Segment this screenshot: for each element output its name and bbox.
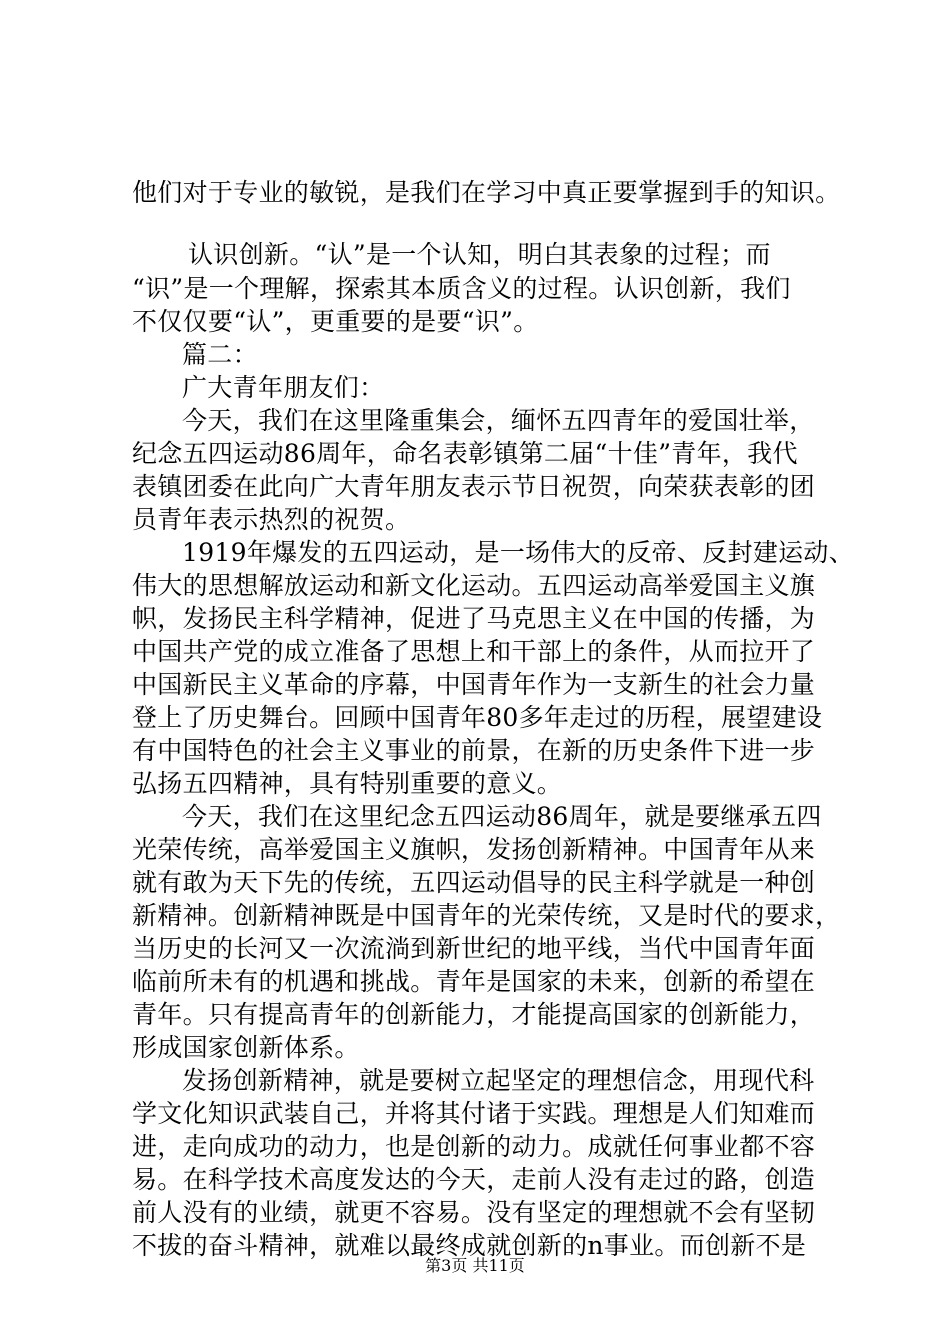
section-heading: 篇二：: [182, 340, 258, 369]
text-line: 员青年表示热烈的祝贺。: [132, 505, 411, 534]
text-line: 中国新民主义革命的序幕，中国青年作为一支新生的社会力量: [132, 670, 816, 699]
text-line: 今天，我们在这里纪念五四运动86周年，就是要继承五四: [182, 802, 822, 831]
text-line: 就有敢为天下先的传统，五四运动倡导的民主科学就是一种创: [132, 868, 816, 897]
text-line: 发扬创新精神，就是要树立起坚定的理想信念，用现代科: [182, 1066, 815, 1095]
text-line: “识”是一个理解，探索其本质含义的过程。认识创新，我们: [132, 274, 791, 303]
text-line: 认识创新。“认”是一个认知，明白其表象的过程；而: [188, 240, 771, 269]
text-line: 易。在科学技术高度发达的今天，走前人没有走过的路，创造: [132, 1165, 816, 1194]
text-line: 新精神。创新精神既是中国青年的光荣传统，又是时代的要求，: [132, 901, 841, 930]
text-line: 光荣传统，高举爱国主义旗帜，发扬创新精神。中国青年从来: [132, 835, 816, 864]
text-line: 中国共产党的成立准备了思想上和干部上的条件，从而拉开了: [132, 637, 816, 666]
salutation: 广大青年朋友们：: [182, 373, 385, 402]
text-line: 当历史的长河又一次流淌到新世纪的地平线，当代中国青年面: [132, 934, 816, 963]
text-line: 表镇团委在此向广大青年朋友表示节日祝贺，向荣获表彰的团: [132, 472, 816, 501]
text-line: 有中国特色的社会主义事业的前景，在新的历史条件下进一步: [132, 736, 816, 765]
text-line: 临前所未有的机遇和挑战。青年是国家的未来，创新的希望在: [132, 967, 816, 996]
text-line: 进，走向成功的动力，也是创新的动力。成就任何事业都不容: [132, 1132, 816, 1161]
text-line: 今天，我们在这里隆重集会，缅怀五四青年的爱国壮举，: [182, 406, 815, 435]
text-line: 青年。只有提高青年的创新能力，才能提高国家的创新能力，: [132, 1000, 816, 1029]
text-line: 他们对于专业的敏锐，是我们在学习中真正要掌握到手的知识。: [132, 178, 841, 207]
text-line: 不仅仅要“认”，更重要的是要“识”。: [132, 307, 539, 336]
text-line: 帜，发扬民主科学精神，促进了马克思主义在中国的传播，为: [132, 604, 816, 633]
text-line: 伟大的思想解放运动和新文化运动。五四运动高举爱国主义旗: [132, 571, 816, 600]
text-line: 1919年爆发的五四运动，是一场伟大的反帝、反封建运动、: [182, 538, 855, 567]
text-line: 学文化知识武装自己，并将其付诸于实践。理想是人们知难而: [132, 1099, 816, 1128]
text-line: 前人没有的业绩，就更不容易。没有坚定的理想就不会有坚韧: [132, 1198, 816, 1227]
text-line: 不拔的奋斗精神，就难以最终成就创新的n事业。而创新不是: [132, 1231, 807, 1260]
text-line: 登上了历史舞台。回顾中国青年80多年走过的历程，展望建设: [132, 703, 823, 732]
text-line: 弘扬五四精神，具有特别重要的意义。: [132, 769, 563, 798]
text-line: 纪念五四运动86周年，命名表彰镇第二届“十佳”青年，我代: [132, 439, 798, 468]
page-number: 第3页 共11页: [425, 1256, 525, 1275]
text-line: 形成国家创新体系。: [132, 1033, 360, 1062]
